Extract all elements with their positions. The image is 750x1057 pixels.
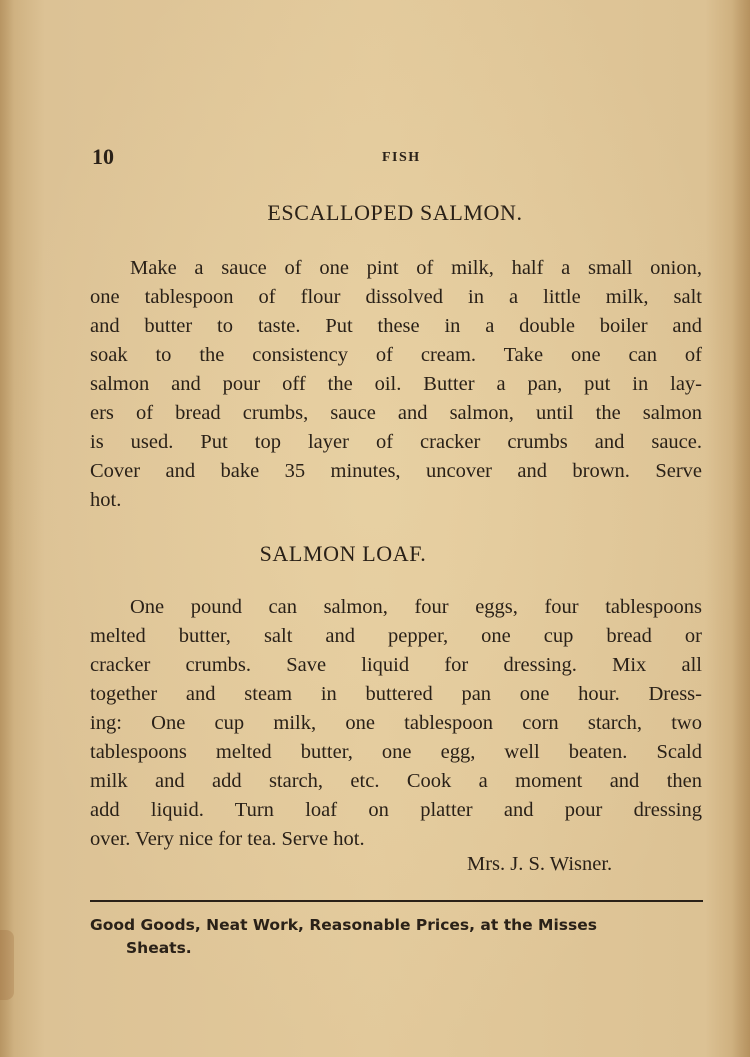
recipe-signature: Mrs. J. S. Wisner. bbox=[467, 853, 613, 875]
page-edge-right bbox=[732, 0, 750, 1057]
recipe-line: Make a sauce of one pint of milk, half a small onion, bbox=[130, 257, 702, 279]
recipe-line: milk and add starch, etc. Cook a moment and then bbox=[90, 770, 702, 792]
recipe-line: ing: One cup milk, one tablespoon corn starch, two bbox=[90, 712, 702, 734]
recipe-line: salmon and pour off the oil. Butter a pan, put in lay- bbox=[90, 373, 702, 395]
recipe-line: and butter to taste. Put these in a double boiler and bbox=[90, 315, 702, 337]
recipe-line: cracker crumbs. Save liquid for dressing. Mix all bbox=[90, 654, 702, 676]
recipe-line: add liquid. Turn loaf on platter and pour dressing bbox=[90, 799, 702, 821]
divider-rule bbox=[90, 900, 703, 902]
recipe-line: Cover and bake 35 minutes, uncover and brown. Serve bbox=[90, 460, 702, 482]
recipe-line: together and steam in buttered pan one hour. Dress- bbox=[90, 683, 702, 705]
recipe-title: ESCALLOPED SALMON. bbox=[267, 200, 523, 225]
recipe-line: hot. bbox=[90, 489, 122, 511]
recipe-body bbox=[90, 593, 702, 854]
recipe-line: One pound can salmon, four eggs, four tablespoons bbox=[130, 596, 702, 618]
page-edge-left bbox=[0, 0, 14, 1057]
recipe-line: over. Very nice for tea. Serve hot. bbox=[90, 828, 365, 850]
advertisement bbox=[90, 914, 710, 960]
recipe-line: ers of bread crumbs, sauce and salmon, until the salmon bbox=[90, 402, 702, 424]
recipe-line: tablespoons melted butter, one egg, well beaten. Scald bbox=[90, 741, 702, 763]
advertisement-line: Sheats. bbox=[126, 939, 192, 957]
running-head: FISH bbox=[382, 150, 421, 165]
page-number: 10 bbox=[92, 144, 114, 169]
recipe-title: SALMON LOAF. bbox=[259, 541, 427, 566]
recipe-line: one tablespoon of flour dissolved in a little milk, salt bbox=[90, 286, 702, 308]
advertisement-line: Good Goods, Neat Work, Reasonable Prices, at the Misses bbox=[90, 916, 597, 934]
page-stain bbox=[0, 930, 14, 1000]
recipe-body bbox=[90, 254, 702, 515]
recipe-line: soak to the consistency of cream. Take one can of bbox=[90, 344, 702, 366]
recipe-line: melted butter, salt and pepper, one cup bread or bbox=[90, 625, 702, 647]
recipe-line: is used. Put top layer of cracker crumbs and sauce. bbox=[90, 431, 702, 453]
